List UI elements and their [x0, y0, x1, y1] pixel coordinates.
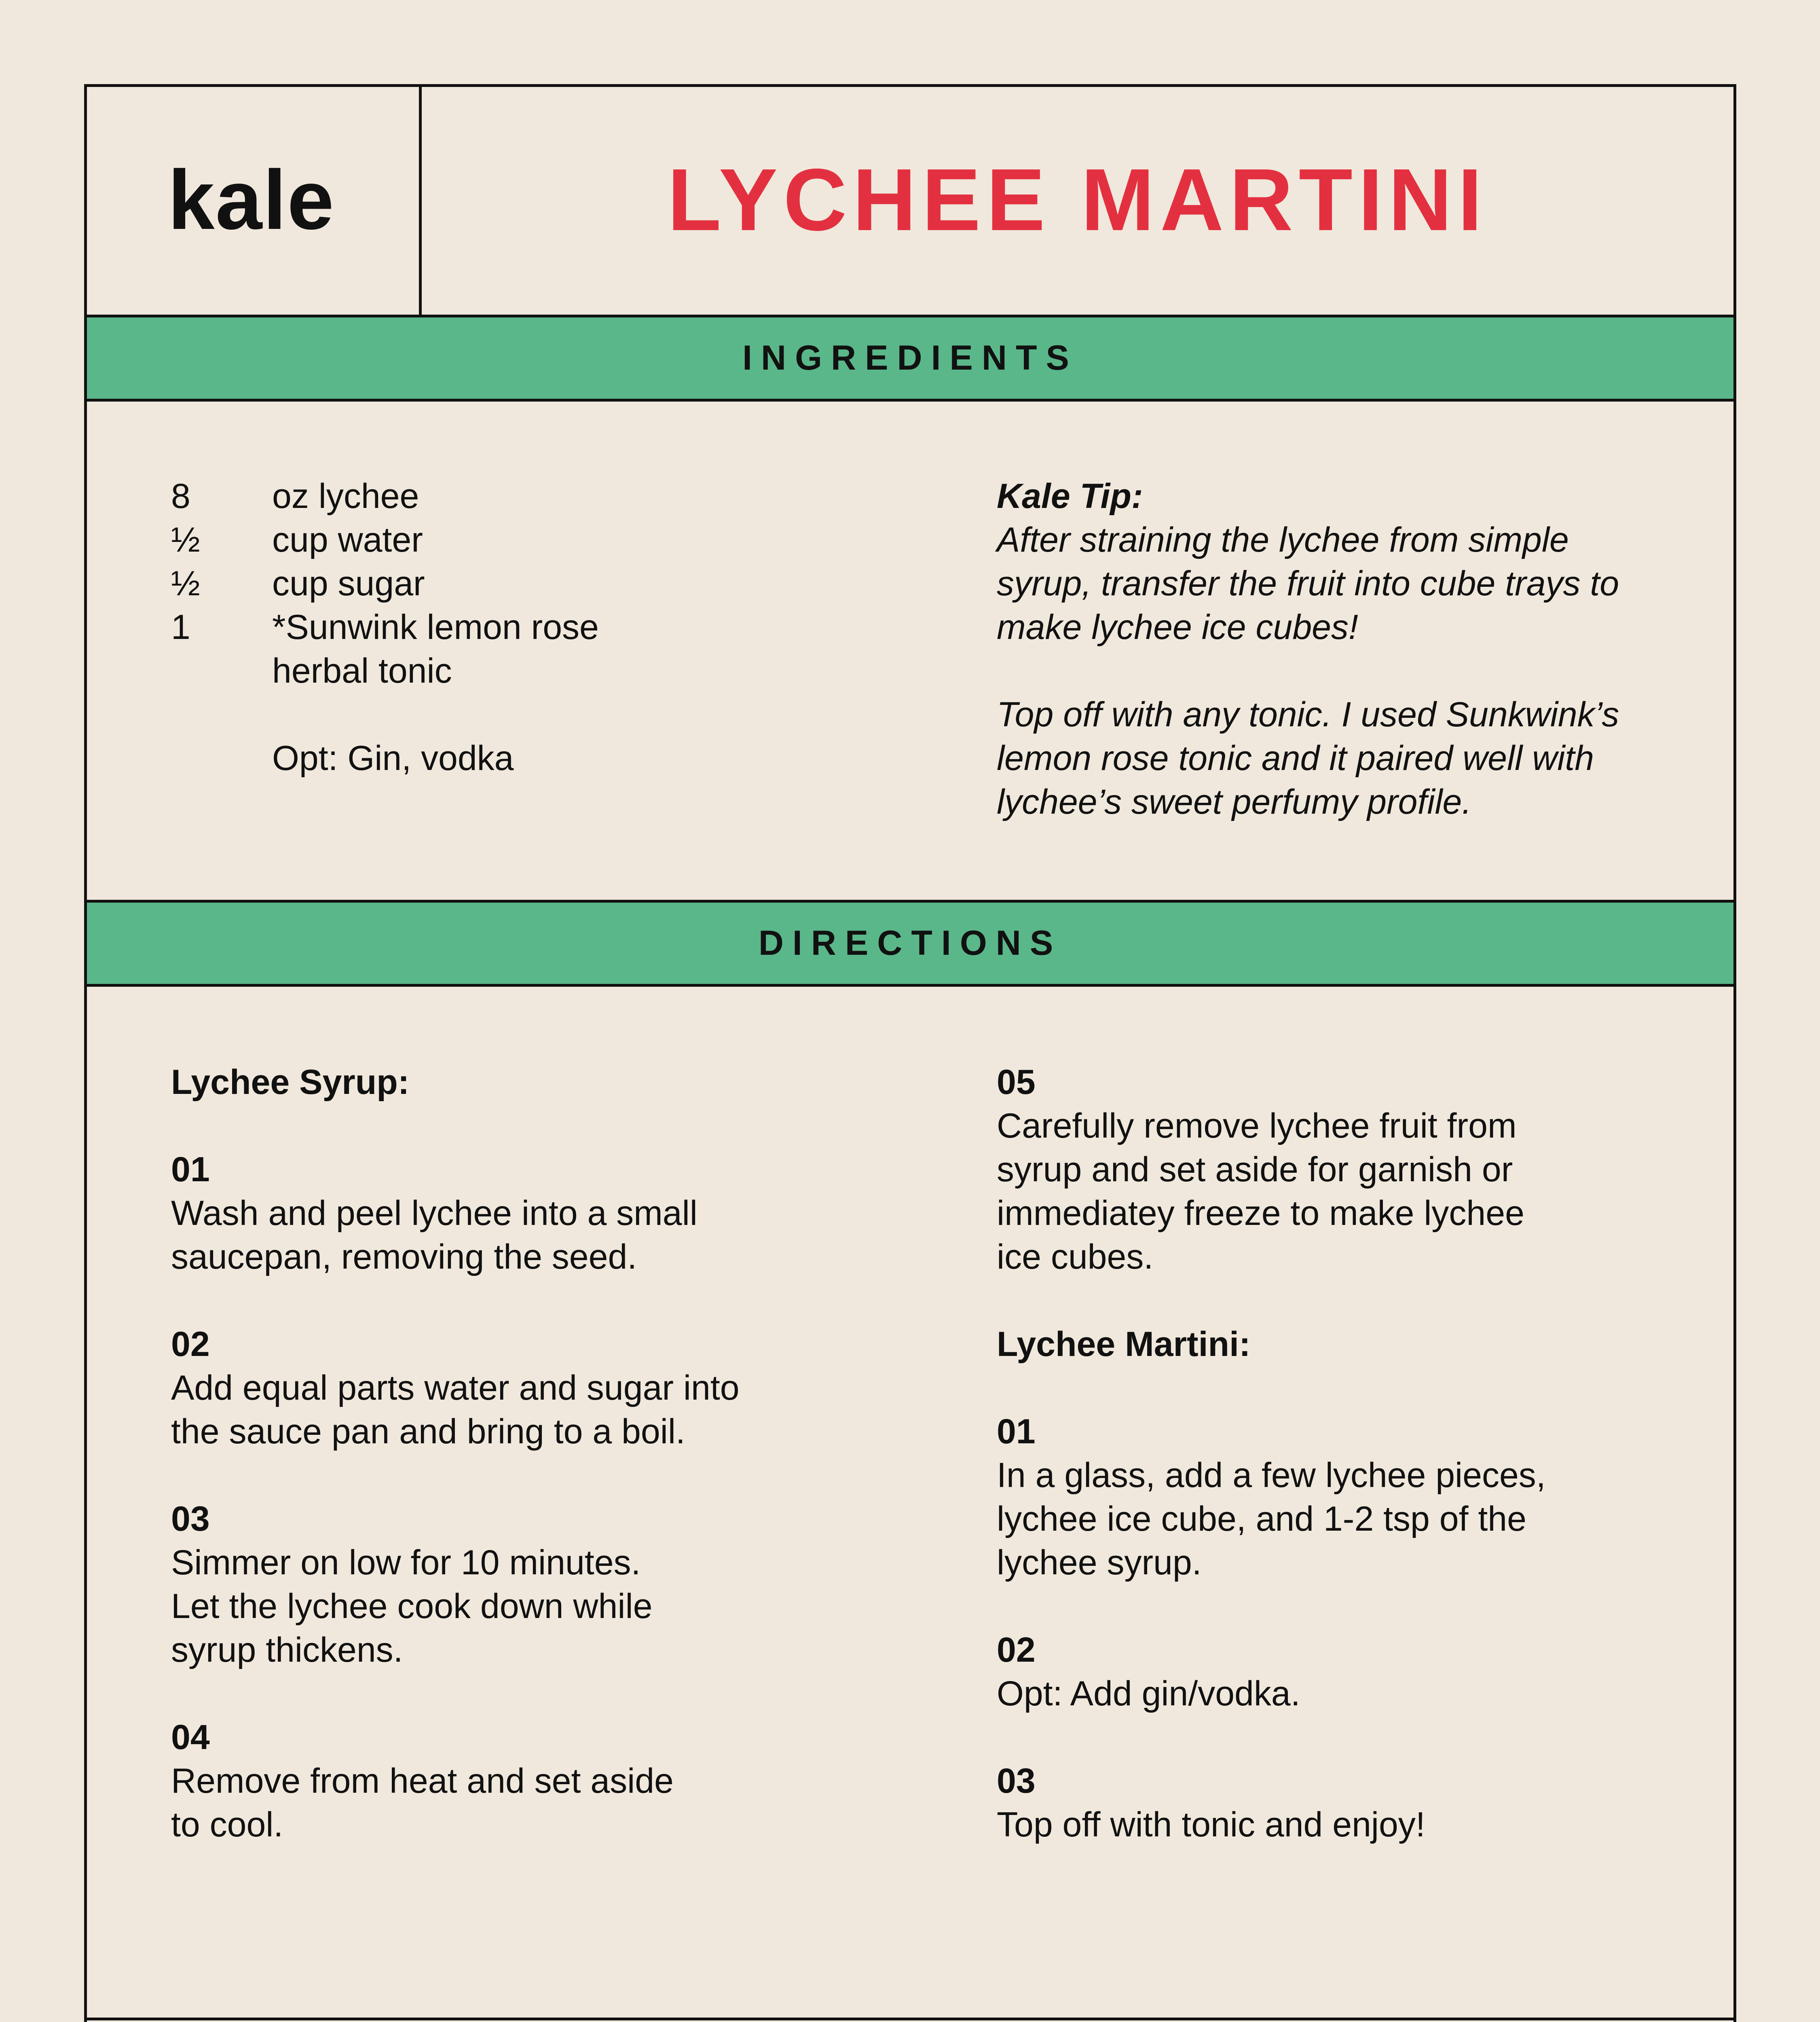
step-line: immediatey freeze to make lychee	[997, 1194, 1524, 1233]
step-line: syrup and set aside for garnish or	[997, 1150, 1513, 1189]
ingredient-item: herbal tonic	[272, 651, 452, 690]
step-line: Let the lychee cook down while	[171, 1587, 653, 1626]
step-line: Carefully remove lychee fruit from	[997, 1106, 1517, 1145]
step-line: lychee ice cube, and 1-2 tsp of the	[997, 1500, 1526, 1538]
ingredient-row	[171, 518, 778, 562]
ingredients-list	[171, 474, 778, 780]
martini-heading: Lychee Martini:	[997, 1325, 1251, 1364]
ingredient-qty: ½	[171, 564, 200, 603]
step-number: 03	[997, 1762, 1036, 1800]
step-line: Wash and peel lychee into a small	[171, 1194, 698, 1233]
ingredient-item: cup water	[272, 520, 423, 559]
ingredient-qty: 1	[171, 608, 190, 647]
step-line: In a glass, add a few lychee pieces,	[997, 1456, 1546, 1495]
tip-line: syrup, transfer the fruit into cube trays to	[997, 564, 1619, 603]
recipe-title: LYCHEE MARTINI	[667, 151, 1488, 249]
tip-heading: Kale Tip:	[997, 477, 1143, 516]
step-line: ice cubes.	[997, 1237, 1154, 1276]
direction-step	[997, 1410, 1708, 1584]
step-number: 03	[171, 1500, 210, 1538]
step-line: the sauce pan and bring to a boil.	[171, 1412, 685, 1451]
ingredient-row	[171, 474, 778, 518]
ingredient-item: oz lychee	[272, 477, 419, 516]
brand-logo: kale	[168, 153, 335, 247]
tip-line: After straining the lychee from simple	[997, 520, 1569, 559]
ingredient-qty: ½	[171, 520, 200, 559]
tip-line: make lychee ice cubes!	[997, 608, 1358, 647]
direction-step	[171, 1497, 939, 1672]
ingredient-optional: Opt: Gin, vodka	[272, 739, 514, 778]
direction-step	[171, 1322, 939, 1453]
directions-heading: DIRECTIONS	[758, 924, 1062, 962]
header	[87, 87, 1733, 315]
ingredient-optional-row	[171, 736, 778, 780]
step-number: 05	[997, 1063, 1036, 1102]
directions-left-column	[171, 1060, 939, 1890]
step-line: syrup thickens.	[171, 1631, 403, 1669]
ingredient-item: *Sunwink lemon rose	[272, 608, 599, 647]
ingredient-row	[171, 649, 778, 693]
step-number: 02	[171, 1325, 210, 1364]
step-line: Add equal parts water and sugar into	[171, 1368, 740, 1407]
kale-tip	[997, 474, 1708, 824]
ingredient-qty: 8	[171, 477, 190, 516]
directions-band	[87, 900, 1733, 987]
step-line: Simmer on low for 10 minutes.	[171, 1543, 641, 1582]
spacer	[997, 649, 1708, 693]
step-line: saucepan, removing the seed.	[171, 1237, 637, 1276]
spacer	[171, 693, 778, 736]
footer	[87, 2018, 1733, 2022]
ingredients-band	[87, 315, 1733, 402]
direction-step	[997, 1759, 1708, 1846]
direction-step	[171, 1148, 939, 1279]
direction-step	[997, 1628, 1708, 1715]
step-line: to cool.	[171, 1805, 283, 1844]
step-line: Opt: Add gin/vodka.	[997, 1674, 1300, 1713]
direction-step	[997, 1060, 1708, 1279]
ingredient-row	[171, 605, 778, 649]
tip-line: lychee’s sweet perfumy profile.	[997, 783, 1472, 821]
step-line: Top off with tonic and enjoy!	[997, 1805, 1425, 1844]
recipe-card	[84, 84, 1736, 2022]
ingredient-row	[171, 562, 778, 605]
tip-line: lemon rose tonic and it paired well with	[997, 739, 1594, 778]
step-number: 02	[997, 1631, 1036, 1669]
tip-line: Top off with any tonic. I used Sunkwink’s	[997, 695, 1619, 734]
directions-right-column	[997, 1060, 1708, 1890]
ingredient-item: cup sugar	[272, 564, 425, 603]
step-line: Remove from heat and set aside	[171, 1762, 674, 1800]
ingredients-heading: INGREDIENTS	[742, 338, 1078, 377]
step-number: 01	[171, 1150, 210, 1189]
step-number: 04	[171, 1718, 210, 1757]
syrup-heading: Lychee Syrup:	[171, 1063, 410, 1102]
logo-cell	[87, 87, 422, 315]
direction-step	[171, 1715, 939, 1846]
step-line: lychee syrup.	[997, 1543, 1202, 1582]
step-number: 01	[997, 1412, 1036, 1451]
